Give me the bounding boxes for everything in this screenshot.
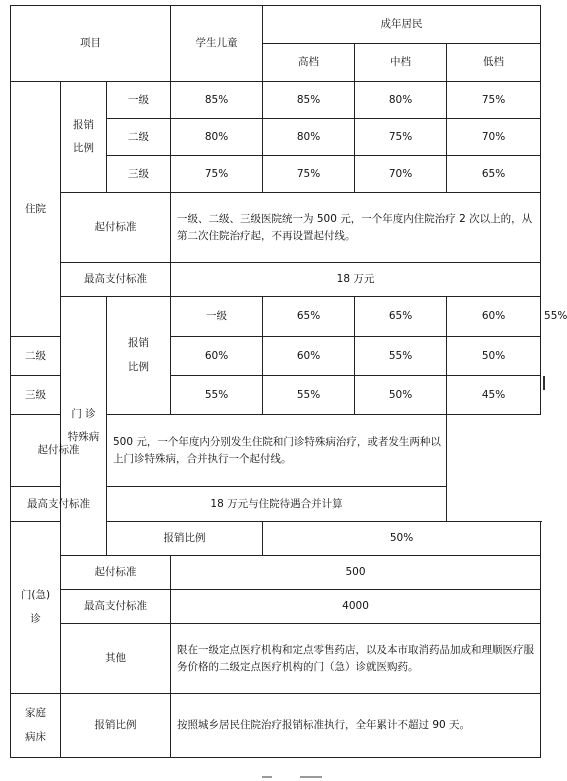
special-cell: 60%: [263, 337, 355, 376]
outpatient-ratio-label: 报销比例: [107, 522, 263, 556]
family-ratio-label: 报销比例: [61, 694, 171, 758]
header-tier-mid: 中档: [355, 44, 447, 82]
family-text: 按照城乡居民住院治疗报销标准执行，全年累计不超过 90 天。: [171, 694, 541, 758]
inpatient-level-2: 二级: [107, 119, 171, 156]
inpatient-cell: 85%: [263, 82, 355, 119]
inpatient-ratio-label: 报销 比例: [61, 82, 107, 193]
header-adult: 成年居民: [263, 6, 541, 44]
special-cell: 50%: [355, 376, 447, 415]
special-deductible-label: 起付标准: [11, 415, 107, 487]
header-tier-low: 低档: [447, 44, 541, 82]
section-special: 门 诊 特殊病: [61, 297, 107, 556]
inpatient-cell: 80%: [171, 119, 263, 156]
special-cell: 50%: [447, 337, 541, 376]
outpatient-max-label: 最高支付标准: [61, 590, 171, 624]
special-cell: 65%: [355, 297, 447, 337]
outpatient-deductible-value: 500: [171, 556, 541, 590]
special-ratio-label: 报销 比例: [107, 297, 171, 415]
special-cell: 55%: [263, 376, 355, 415]
special-max-value: 18 万元与住院待遇合并计算: [107, 487, 447, 522]
inpatient-cell: 85%: [171, 82, 263, 119]
inpatient-max-label: 最高支付标准: [61, 263, 171, 297]
inpatient-cell: 80%: [263, 119, 355, 156]
outpatient-ratio-value: 50%: [263, 522, 541, 556]
inpatient-cell: 75%: [171, 156, 263, 193]
outpatient-max-value: 4000: [171, 590, 541, 624]
section-family: 家庭 病床: [11, 694, 61, 758]
inpatient-cell: 80%: [355, 82, 447, 119]
scan-artifact: [262, 776, 272, 778]
header-tier-high: 高档: [263, 44, 355, 82]
special-level-2: 二级: [11, 337, 61, 376]
scan-artifact: [300, 776, 322, 778]
section-inpatient: 住院: [11, 82, 61, 337]
benefits-table: 项目 学生儿童 成年居民 高档 中档 低档 住院 报销 比例 一级 85% 85% 80% 75% 二级 80% 80% 75% 70% 三级 75% 75% 70% 65% 起付标准 一级、二级、三级医院统一为 500 元，一个年度内住院治疗 2 次以上的，从第二次住院治疗起，不再设置起付线。 最高支付标准 18 万元 门 诊 特殊病 报销 比例 一级 65% 65% 60% 55% 二级 60% 60% 55% 50% 三级 55% 55% 50% 45% 起付标准 500 元，一个年度内分别发生住院和门诊特殊病治疗，或者发生两种以上门诊特殊病，合并执行一个起付线。 最高支付标准 18 万元与住院待遇合并计算 门(急) 诊 报销比例 50% 起付标准 500 最高支付标准 4000 其他 限在一级定点医疗机构和定点零售药店，以及本市取消药品加成和理顺医疗服务价格的二级定点医疗机构的门（急）诊就医购药。 家庭 病床 报销比例 按照城乡居民住院治疗报销标准执行，全年累计不超过 90 天。: [10, 5, 541, 758]
outpatient-other-text: 限在一级定点医疗机构和定点零售药店，以及本市取消药品加成和理顺医疗服务价格的二级定点医疗机构的门（急）诊就医购药。: [171, 624, 541, 694]
inpatient-level-3: 三级: [107, 156, 171, 193]
special-level-1: 一级: [171, 297, 263, 337]
header-item: 项目: [11, 6, 171, 82]
inpatient-cell: 70%: [355, 156, 447, 193]
inpatient-deductible-text: 一级、二级、三级医院统一为 500 元，一个年度内住院治疗 2 次以上的，从第二次住院治疗起，不再设置起付线。: [171, 193, 541, 263]
outpatient-deductible-label: 起付标准: [61, 556, 171, 590]
special-cell: 45%: [447, 376, 541, 415]
special-deductible-text: 500 元，一个年度内分别发生住院和门诊特殊病治疗，或者发生两种以上门诊特殊病，合并执行一个起付线。: [107, 415, 447, 487]
special-cell: 60%: [171, 337, 263, 376]
inpatient-max-value: 18 万元: [171, 263, 541, 297]
inpatient-cell: 75%: [447, 82, 541, 119]
special-level-3: 三级: [11, 376, 61, 415]
special-cell: 55%: [171, 376, 263, 415]
inpatient-level-1: 一级: [107, 82, 171, 119]
outpatient-other-label: 其他: [61, 624, 171, 694]
scan-artifact: [543, 376, 545, 390]
special-cell: 55%: [355, 337, 447, 376]
header-student: 学生儿童: [171, 6, 263, 82]
inpatient-cell: 70%: [447, 119, 541, 156]
inpatient-cell: 75%: [355, 119, 447, 156]
section-outpatient: 门(急) 诊: [11, 522, 61, 694]
special-max-label: 最高支付标准: [11, 487, 107, 522]
inpatient-cell: 65%: [447, 156, 541, 193]
special-cell: 65%: [263, 297, 355, 337]
special-cell: 60%: [447, 297, 541, 337]
inpatient-deductible-label: 起付标准: [61, 193, 171, 263]
inpatient-cell: 75%: [263, 156, 355, 193]
